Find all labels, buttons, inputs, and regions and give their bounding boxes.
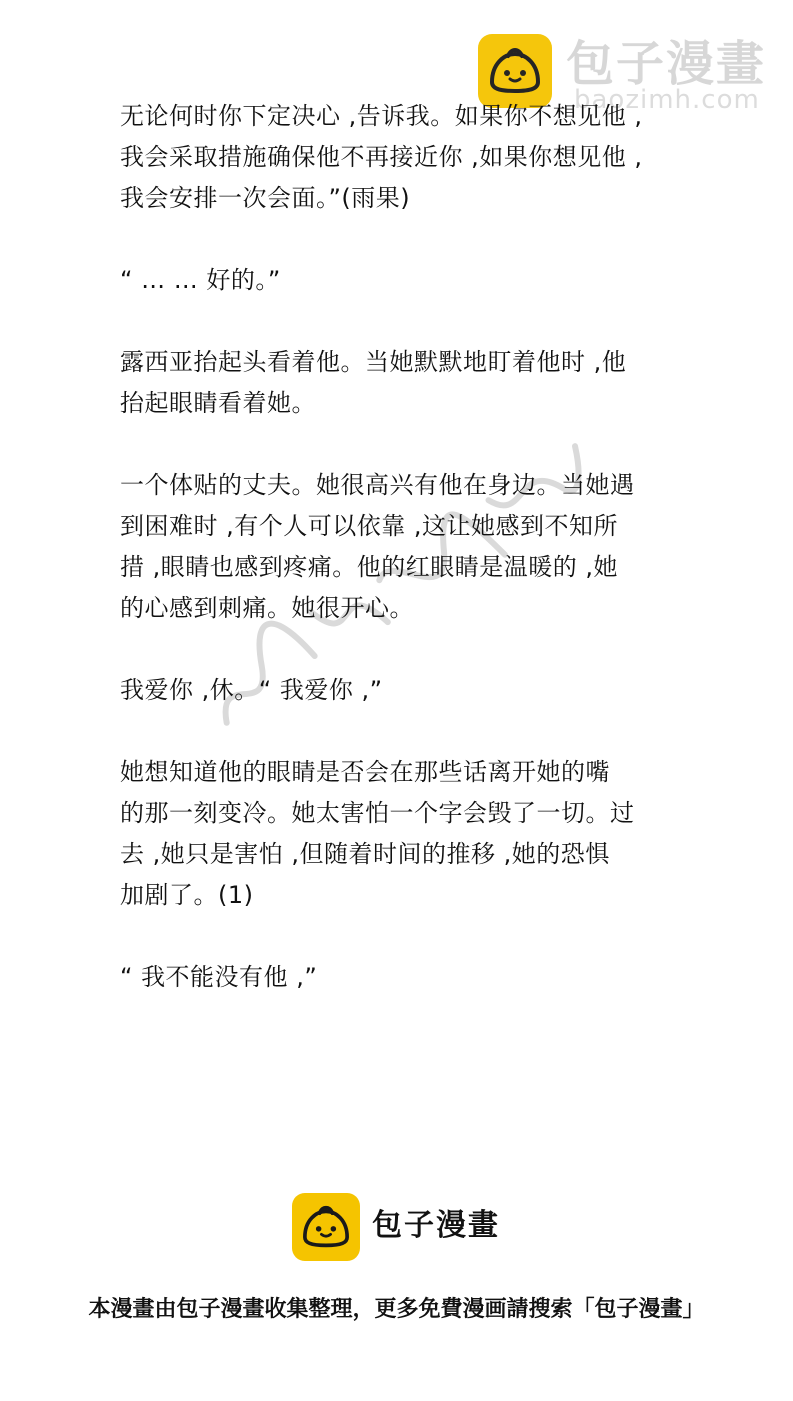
watermark-url: baozimh.com xyxy=(574,85,760,115)
paragraph: 无论何时你下定决心 ,告诉我。如果你不想见他 , 我会采取措施确保他不再接近你 ,如果你想见他 , 我会安排一次会面。”(雨果) xyxy=(120,102,643,212)
watermark-title: 包子漫畫 xyxy=(566,36,767,92)
paragraph: “ … … 好的。” xyxy=(120,266,281,294)
paragraph: 她想知道他的眼睛是否会在那些话离开她的嘴 的那一刻变冷。她太害怕一个字会毁了一切。过 去 ,她只是害怕 ,但随着时间的推移 ,她的恐惧 加剧了。(1) xyxy=(120,758,635,909)
footer-baozi-logo-icon xyxy=(292,1193,360,1261)
footer-note: 本漫畫由包子漫畫收集整理，更多免費漫画請搜索「包子漫畫」 xyxy=(88,1297,705,1322)
footer-brand-name: 包子漫畫 xyxy=(372,1208,500,1243)
paragraph: 一个体贴的丈夫。她很高兴有他在身边。当她遇 到困难时 ,有个人可以依靠 ,这让她感到不知所 措 ,眼睛也感到疼痛。他的红眼睛是温暖的 ,她 的心感到刺痛。她很开心。 xyxy=(120,471,635,622)
paragraph: 露西亚抬起头看着他。当她默默地盯着他时 ,他 抬起眼睛看着她。 xyxy=(120,348,627,417)
paragraph: 我爱你 ,休。“ 我爱你 ,” xyxy=(120,676,383,704)
chapter-text xyxy=(120,96,710,1039)
paragraph: “ 我不能没有他 ,” xyxy=(120,963,318,991)
